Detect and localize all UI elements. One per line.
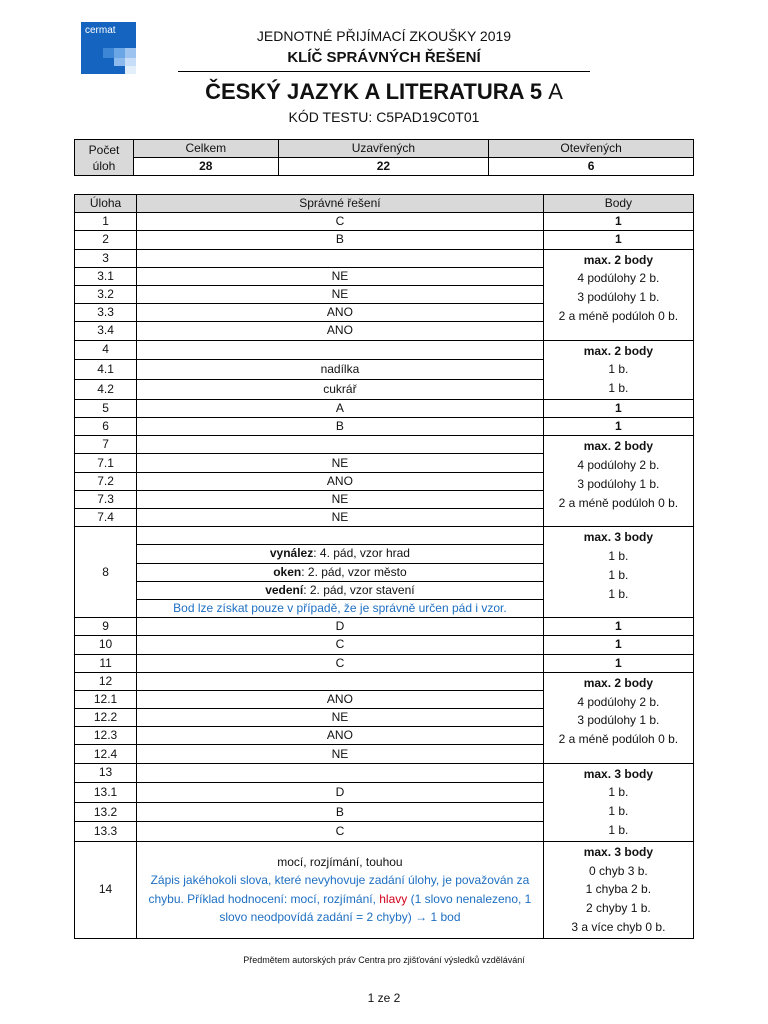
title-main: ČESKÝ JAZYK A LITERATURA 5 xyxy=(205,79,543,104)
answer: vynález: 4. pád, vzor hrad xyxy=(137,545,544,563)
answer: NE xyxy=(137,745,544,763)
task-number: 6 xyxy=(75,418,137,436)
points-block: max. 2 body 4 podúlohy 2 b. 3 podúlohy 1 b. 2 a méně podúloh 0 b. xyxy=(543,436,693,527)
header-divider xyxy=(178,71,590,72)
table-row xyxy=(75,399,694,417)
answer: NE xyxy=(137,709,544,727)
answer: NE xyxy=(137,454,544,472)
answer: D xyxy=(137,618,544,636)
page-title xyxy=(0,79,768,105)
title-variant: A xyxy=(548,79,563,104)
points-block: max. 3 body 1 b. 1 b. 1 b. xyxy=(543,527,693,618)
answer: NE xyxy=(137,285,544,303)
summary-col: Otevřených xyxy=(489,140,694,158)
points: 1 xyxy=(543,418,693,436)
task-number: 12.1 xyxy=(75,690,137,708)
task-number: 4 xyxy=(75,340,137,360)
task-number: 12.3 xyxy=(75,727,137,745)
task-number: 9 xyxy=(75,618,137,636)
answer: mocí, rozjímání, touhou Zápis jakéhokoli slova, které nevyhovuje zadání úlohy, je považován za chybu. Příklad hodnocení: mocí, rozjímání, hlavy (1 slovo nenalezeno, 1 slovo neodpovídá zadání = 2 chyby) → 1 bod xyxy=(137,841,544,938)
summary-value: 22 xyxy=(278,158,489,176)
table-row xyxy=(75,436,694,454)
task-number: 4.1 xyxy=(75,360,137,380)
points: 1 xyxy=(543,618,693,636)
task-number: 13.1 xyxy=(75,783,137,803)
points-block: max. 2 body 1 b. 1 b. xyxy=(543,340,693,399)
test-code: KÓD TESTU: C5PAD19C0T01 xyxy=(288,109,480,125)
task-number: 8 xyxy=(75,527,137,618)
table-row xyxy=(75,636,694,654)
task-number: 3.2 xyxy=(75,285,137,303)
table-row xyxy=(75,249,694,267)
answer: cukrář xyxy=(137,380,544,400)
answer: B xyxy=(137,802,544,822)
col-header: Správné řešení xyxy=(137,195,544,213)
answer: ANO xyxy=(137,322,544,340)
table-row xyxy=(75,841,694,938)
col-header: Body xyxy=(543,195,693,213)
task-number: 3.1 xyxy=(75,267,137,285)
task-number: 11 xyxy=(75,654,137,672)
summary-label: Počet úloh xyxy=(75,140,134,176)
summary-col: Celkem xyxy=(134,140,279,158)
answer: C xyxy=(137,654,544,672)
task-number: 7.1 xyxy=(75,454,137,472)
answer: B xyxy=(137,231,544,249)
answer: NE xyxy=(137,490,544,508)
table-row xyxy=(75,231,694,249)
task-number: 1 xyxy=(75,213,137,231)
table-row xyxy=(75,618,694,636)
task-number: 7 xyxy=(75,436,137,454)
points: 1 xyxy=(543,231,693,249)
logo-text: cermat xyxy=(85,25,116,36)
answer-table xyxy=(74,194,694,939)
answer: A xyxy=(137,399,544,417)
table-row xyxy=(75,672,694,690)
task-number: 3.3 xyxy=(75,304,137,322)
task-number: 12.4 xyxy=(75,745,137,763)
task-number: 3 xyxy=(75,249,137,267)
points-block: max. 3 body 1 b. 1 b. 1 b. xyxy=(543,763,693,841)
summary-value: 6 xyxy=(489,158,694,176)
summary-value: 28 xyxy=(134,158,279,176)
answer: ANO xyxy=(137,690,544,708)
task-number: 13 xyxy=(75,763,137,783)
answer: ANO xyxy=(137,304,544,322)
answer: oken: 2. pád, vzor město xyxy=(137,563,544,581)
exam-name: JEDNOTNÉ PŘIJÍMACÍ ZKOUŠKY 2019 xyxy=(256,28,512,44)
copyright-footer: Předmětem autorských práv Centra pro zjišťování výsledků vzdělávání xyxy=(243,955,525,965)
answer: C xyxy=(137,636,544,654)
key-title: KLÍČ SPRÁVNÝCH ŘEŠENÍ xyxy=(287,49,481,66)
answer: B xyxy=(137,418,544,436)
points: 1 xyxy=(543,399,693,417)
task-number: 7.4 xyxy=(75,509,137,527)
summary-table xyxy=(74,139,694,176)
answer: NE xyxy=(137,509,544,527)
task-number: 12 xyxy=(75,672,137,690)
scoring-note: Zápis jakéhokoli slova, které nevyhovuje zadání úlohy, je považován za chybu. Příklad hodnocení: mocí, rozjímání, hlavy (1 slovo nenalezeno, 1 slovo neodpovídá zadání = 2 chyby) → 1 bod xyxy=(148,873,532,925)
answer: ANO xyxy=(137,727,544,745)
summary-col: Uzavřených xyxy=(278,140,489,158)
answer: C xyxy=(137,822,544,842)
table-row xyxy=(75,213,694,231)
table-row xyxy=(75,418,694,436)
table-row xyxy=(75,654,694,672)
points: 1 xyxy=(543,654,693,672)
points-block: max. 3 body 0 chyb 3 b. 1 chyba 2 b. 2 chyby 1 b. 3 a více chyb 0 b. xyxy=(543,841,693,938)
table-row xyxy=(75,340,694,360)
answer: C xyxy=(137,213,544,231)
task-number: 13.3 xyxy=(75,822,137,842)
answer: NE xyxy=(137,267,544,285)
points-block: max. 2 body 4 podúlohy 2 b. 3 podúlohy 1 b. 2 a méně podúloh 0 b. xyxy=(543,672,693,763)
answer: nadílka xyxy=(137,360,544,380)
page-number: 1 ze 2 xyxy=(367,991,401,1005)
answer: ANO xyxy=(137,472,544,490)
col-header: Úloha xyxy=(75,195,137,213)
points: 1 xyxy=(543,636,693,654)
answer: D xyxy=(137,783,544,803)
task-number: 7.2 xyxy=(75,472,137,490)
scoring-note: Bod lze získat pouze v případě, že je správně určen pád i vzor. xyxy=(137,599,544,617)
task-number: 12.2 xyxy=(75,709,137,727)
task-number: 13.2 xyxy=(75,802,137,822)
points: 1 xyxy=(543,213,693,231)
task-number: 3.4 xyxy=(75,322,137,340)
task-number: 4.2 xyxy=(75,380,137,400)
task-number: 5 xyxy=(75,399,137,417)
points-block: max. 2 body 4 podúlohy 2 b. 3 podúlohy 1 b. 2 a méně podúloh 0 b. xyxy=(543,249,693,340)
table-row xyxy=(75,527,694,545)
task-number: 10 xyxy=(75,636,137,654)
table-row xyxy=(75,763,694,783)
table-header xyxy=(75,195,694,213)
answer: vedení: 2. pád, vzor stavení xyxy=(137,581,544,599)
task-number: 2 xyxy=(75,231,137,249)
task-number: 14 xyxy=(75,841,137,938)
task-number: 7.3 xyxy=(75,490,137,508)
